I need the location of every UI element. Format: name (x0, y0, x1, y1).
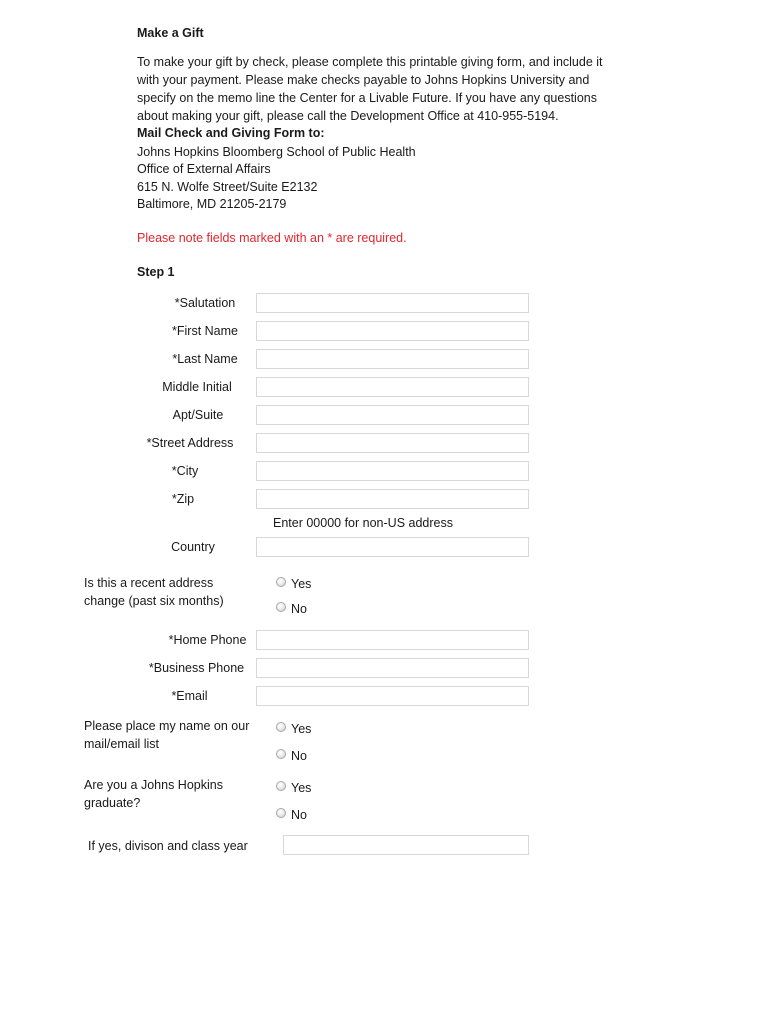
graduate-no-label: No (291, 808, 307, 822)
city-input[interactable] (256, 461, 529, 481)
city-label: *City (171, 464, 199, 478)
address-line: 615 N. Wolfe Street/Suite E2132 (137, 180, 318, 194)
graduate-yes-label: Yes (291, 781, 312, 795)
address-change-yes-label: Yes (291, 577, 312, 591)
intro-line: specify on the memo line the Center for a Livable Future. If you have any questions (137, 91, 597, 105)
mail-list-yes-label: Yes (291, 722, 312, 736)
business-phone-input[interactable] (256, 658, 529, 678)
zip-input[interactable] (256, 489, 529, 509)
page-title: Make a Gift (137, 26, 204, 40)
intro-line: To make your gift by check, please complete this printable giving form, and include it (137, 55, 603, 69)
mail-list-no-label: No (291, 749, 307, 763)
division-class-label: If yes, divison and class year (88, 839, 248, 853)
email-input[interactable] (256, 686, 529, 706)
apt-suite-label: Apt/Suite (172, 408, 224, 422)
middle-initial-label: Middle Initial (162, 380, 232, 394)
mail-list-yes-radio[interactable] (276, 722, 286, 732)
first-name-label: *First Name (172, 324, 238, 338)
zip-hint: Enter 00000 for non-US address (273, 516, 453, 530)
question-line: Are you a Johns Hopkins (84, 778, 223, 792)
mail-list-no-radio[interactable] (276, 749, 286, 759)
required-note: Please note fields marked with an * are required. (137, 231, 407, 245)
question-line: mail/email list (84, 736, 160, 751)
first-name-input[interactable] (256, 321, 529, 341)
graduate-no-radio[interactable] (276, 808, 286, 818)
country-label: Country (171, 540, 215, 554)
intro-paragraph (137, 53, 657, 125)
address-change-yes-radio[interactable] (276, 577, 286, 587)
question-line: Please place my name on our (84, 719, 250, 733)
country-input[interactable] (256, 537, 529, 557)
intro-line: about making your gift, please call the Development Office at 410-955-5194. (137, 109, 559, 123)
apt-suite-input[interactable] (256, 405, 529, 425)
question-line: graduate? (84, 795, 141, 810)
salutation-input[interactable] (256, 293, 529, 313)
last-name-label: *Last Name (172, 352, 238, 366)
question-line: Is this a recent address (84, 576, 214, 590)
street-address-input[interactable] (256, 433, 529, 453)
address-line: Baltimore, MD 21205-2179 (137, 197, 287, 211)
graduate-question (84, 777, 223, 812)
email-label: *Email (171, 689, 208, 703)
intro-line: with your payment. Please make checks payable to Johns Hopkins University and (137, 73, 590, 87)
graduate-yes-radio[interactable] (276, 781, 286, 791)
address-change-no-radio[interactable] (276, 602, 286, 612)
address-change-question (84, 575, 224, 610)
mail-list-question (84, 718, 249, 753)
business-phone-label: *Business Phone (148, 661, 245, 675)
last-name-input[interactable] (256, 349, 529, 369)
salutation-label: *Salutation (174, 296, 236, 310)
middle-initial-input[interactable] (256, 377, 529, 397)
zip-label: *Zip (171, 492, 195, 506)
address-change-no-label: No (291, 602, 307, 616)
street-address-label: *Street Address (146, 436, 234, 450)
home-phone-label: *Home Phone (168, 633, 247, 647)
home-phone-input[interactable] (256, 630, 529, 650)
division-class-input[interactable] (283, 835, 529, 855)
question-line: change (past six months) (84, 593, 224, 608)
address-line: Johns Hopkins Bloomberg School of Public Health (137, 145, 416, 159)
mail-heading: Mail Check and Giving Form to: (137, 126, 325, 140)
address-line: Office of External Affairs (137, 162, 271, 176)
step-label: Step 1 (137, 265, 175, 279)
